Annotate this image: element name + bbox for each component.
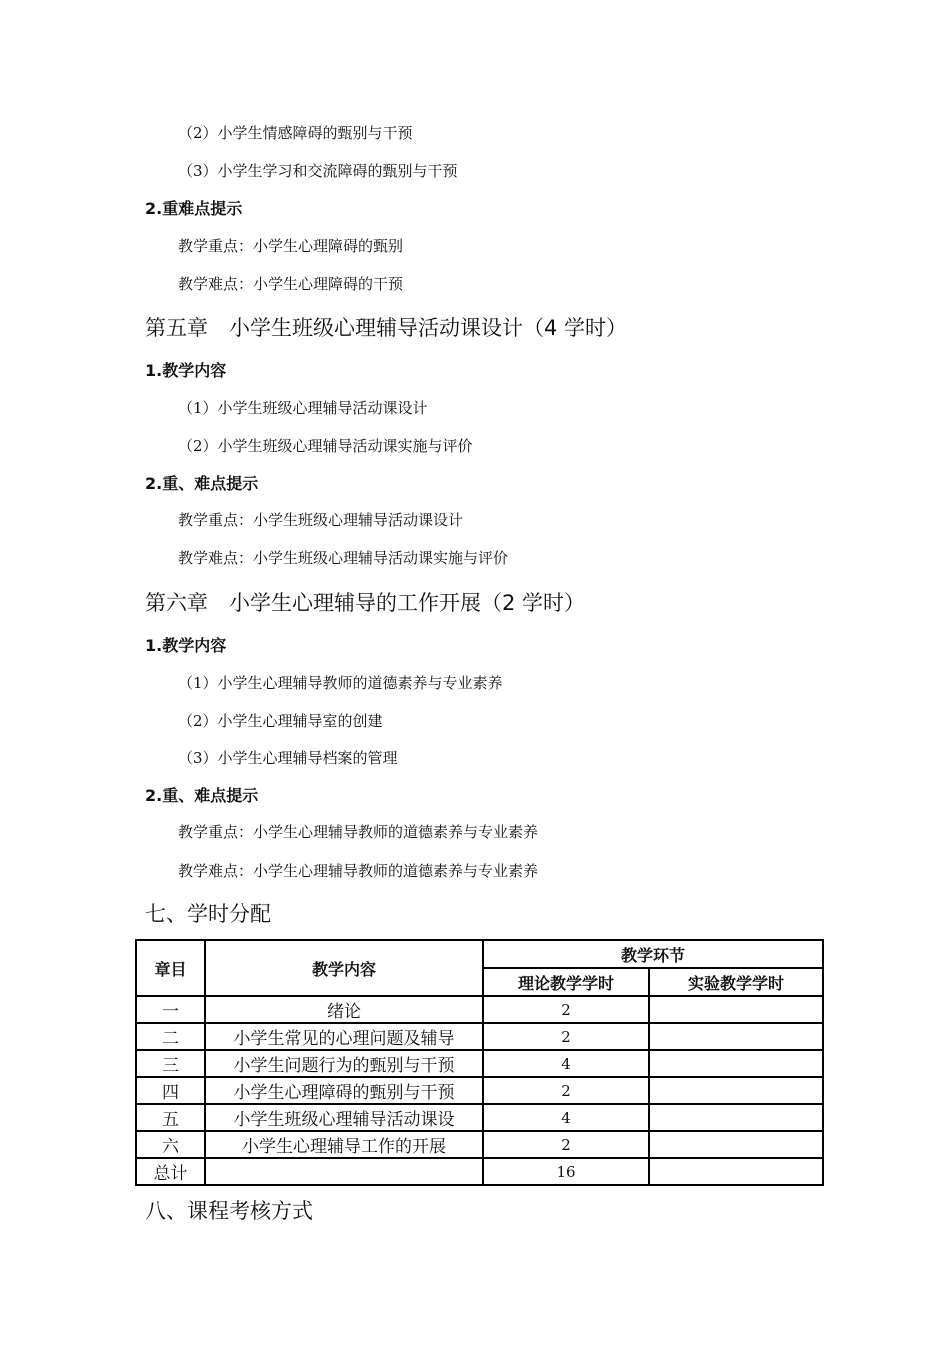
row-lab-hours [649,996,823,1023]
row-lab-hours [649,1050,823,1077]
row-theory-hours: 2 [483,1131,649,1158]
header-segment: 教学环节 [483,940,823,968]
row-theory-hours: 4 [483,1050,649,1077]
row-chapter: 六 [136,1131,205,1158]
row-content: 绪论 [205,996,483,1023]
row-theory-hours: 16 [483,1158,649,1185]
ch5-difficult-point: 教学难点：小学生班级心理辅导活动课实施与评价 [178,549,509,567]
ch6-key-heading: 2.重、难点提示 [145,786,259,805]
table-row [136,1023,823,1050]
row-lab-hours [649,1131,823,1158]
row-theory-hours: 2 [483,1023,649,1050]
ch5-content-heading: 1.教学内容 [145,361,227,380]
table-row [136,1077,823,1104]
row-chapter: 一 [136,996,205,1023]
ch4-key-heading: 2.重难点提示 [145,199,243,218]
row-lab-hours [649,1104,823,1131]
section7-title: 七、学时分配 [145,902,271,926]
table-row [136,1104,823,1131]
row-lab-hours [649,1077,823,1104]
ch5-key-heading: 2.重、难点提示 [145,474,259,493]
table-row-total [136,1158,823,1185]
ch6-title: 第六章 小学生心理辅导的工作开展（2 学时） [145,591,586,615]
header-theory-hours: 理论教学学时 [483,968,649,996]
ch6-item-2: （2）小学生心理辅导室的创建 [178,712,383,730]
header-lab-hours: 实验教学学时 [649,968,823,996]
ch5-key-point: 教学重点：小学生班级心理辅导活动课设计 [178,511,464,529]
row-theory-hours: 2 [483,996,649,1023]
header-chapter: 章目 [136,940,205,996]
row-chapter: 二 [136,1023,205,1050]
row-content [205,1158,483,1185]
ch5-title: 第五章 小学生班级心理辅导活动课设计（4 学时） [145,316,628,340]
ch6-content-heading: 1.教学内容 [145,636,227,655]
ch6-item-3: （3）小学生心理辅导档案的管理 [178,749,398,767]
row-content: 小学生班级心理辅导活动课设 [205,1104,483,1131]
ch4-item-2: （2）小学生情感障碍的甄别与干预 [178,124,413,142]
table-row [136,1131,823,1158]
ch5-item-2: （2）小学生班级心理辅导活动课实施与评价 [178,437,473,455]
table-row [136,996,823,1023]
table-row [136,1050,823,1077]
ch5-item-1: （1）小学生班级心理辅导活动课设计 [178,399,428,417]
hours-allocation-table [135,939,824,1186]
row-content: 小学生心理障碍的甄别与干预 [205,1077,483,1104]
ch4-item-3: （3）小学生学习和交流障碍的甄别与干预 [178,162,458,180]
ch6-difficult-point: 教学难点：小学生心理辅导教师的道德素养与专业素养 [178,862,539,880]
row-theory-hours: 4 [483,1104,649,1131]
row-chapter: 总计 [136,1158,205,1185]
row-content: 小学生问题行为的甄别与干预 [205,1050,483,1077]
header-content: 教学内容 [205,940,483,996]
row-lab-hours [649,1023,823,1050]
section8-title: 八、课程考核方式 [145,1199,313,1223]
ch4-difficult-point: 教学难点：小学生心理障碍的干预 [178,275,404,293]
ch4-key-point: 教学重点：小学生心理障碍的甄别 [178,237,404,255]
row-lab-hours [649,1158,823,1185]
ch6-key-point: 教学重点：小学生心理辅导教师的道德素养与专业素养 [178,823,539,841]
row-theory-hours: 2 [483,1077,649,1104]
row-chapter: 四 [136,1077,205,1104]
ch6-item-1: （1）小学生心理辅导教师的道德素养与专业素养 [178,674,503,692]
row-content: 小学生常见的心理问题及辅导 [205,1023,483,1050]
row-chapter: 三 [136,1050,205,1077]
row-content: 小学生心理辅导工作的开展 [205,1131,483,1158]
row-chapter: 五 [136,1104,205,1131]
